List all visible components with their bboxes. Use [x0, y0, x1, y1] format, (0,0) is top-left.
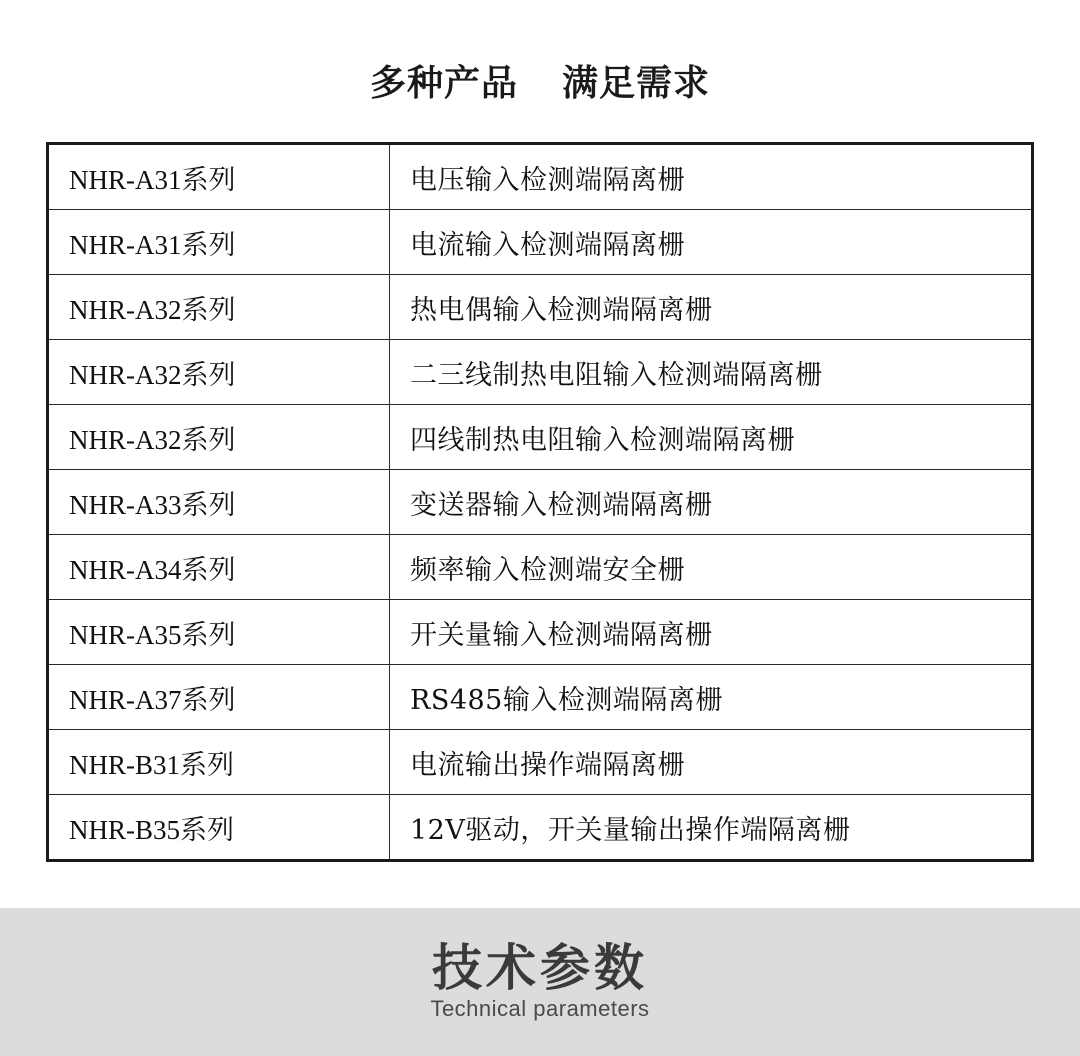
product-model: NHR-A32系列 — [48, 275, 390, 340]
product-description: 四线制热电阻输入检测端隔离栅 — [390, 405, 1033, 470]
product-table — [46, 142, 1034, 862]
product-description: 电流输入检测端隔离栅 — [390, 210, 1033, 275]
table-row — [48, 665, 1033, 730]
table-row — [48, 405, 1033, 470]
section-title-en: Technical parameters — [430, 996, 650, 1022]
product-description: 变送器输入检测端隔离栅 — [390, 470, 1033, 535]
table-row — [48, 600, 1033, 665]
product-model: NHR-A33系列 — [48, 470, 390, 535]
product-model: NHR-A32系列 — [48, 405, 390, 470]
product-description: 开关量输入检测端隔离栅 — [390, 600, 1033, 665]
product-description: 热电偶输入检测端隔离栅 — [390, 275, 1033, 340]
table-row — [48, 340, 1033, 405]
table-row — [48, 730, 1033, 795]
table-row — [48, 275, 1033, 340]
product-table-body — [48, 144, 1033, 861]
product-description: 电流输出操作端隔离栅 — [390, 730, 1033, 795]
table-row — [48, 470, 1033, 535]
product-model: NHR-A35系列 — [48, 600, 390, 665]
product-description: 12V驱动，开关量输出操作端隔离栅 — [390, 795, 1033, 861]
product-model: NHR-B31系列 — [48, 730, 390, 795]
product-model: NHR-A31系列 — [48, 210, 390, 275]
product-description: 频率输入检测端安全栅 — [390, 535, 1033, 600]
table-row — [48, 535, 1033, 600]
table-row — [48, 795, 1033, 861]
product-description: 二三线制热电阻输入检测端隔离栅 — [390, 340, 1033, 405]
table-row — [48, 144, 1033, 210]
product-model: NHR-A37系列 — [48, 665, 390, 730]
product-model: NHR-A31系列 — [48, 144, 390, 210]
table-row — [48, 210, 1033, 275]
product-description: 电压输入检测端隔离栅 — [390, 144, 1033, 210]
product-model: NHR-A32系列 — [48, 340, 390, 405]
section-title-cn: 技术参数 — [432, 938, 648, 997]
page-title: 多种产品 满足需求 — [369, 62, 710, 103]
section-header-band — [0, 908, 1080, 1056]
product-model: NHR-B35系列 — [48, 795, 390, 861]
product-description: RS485输入检测端隔离栅 — [390, 665, 1033, 730]
product-model: NHR-A34系列 — [48, 535, 390, 600]
